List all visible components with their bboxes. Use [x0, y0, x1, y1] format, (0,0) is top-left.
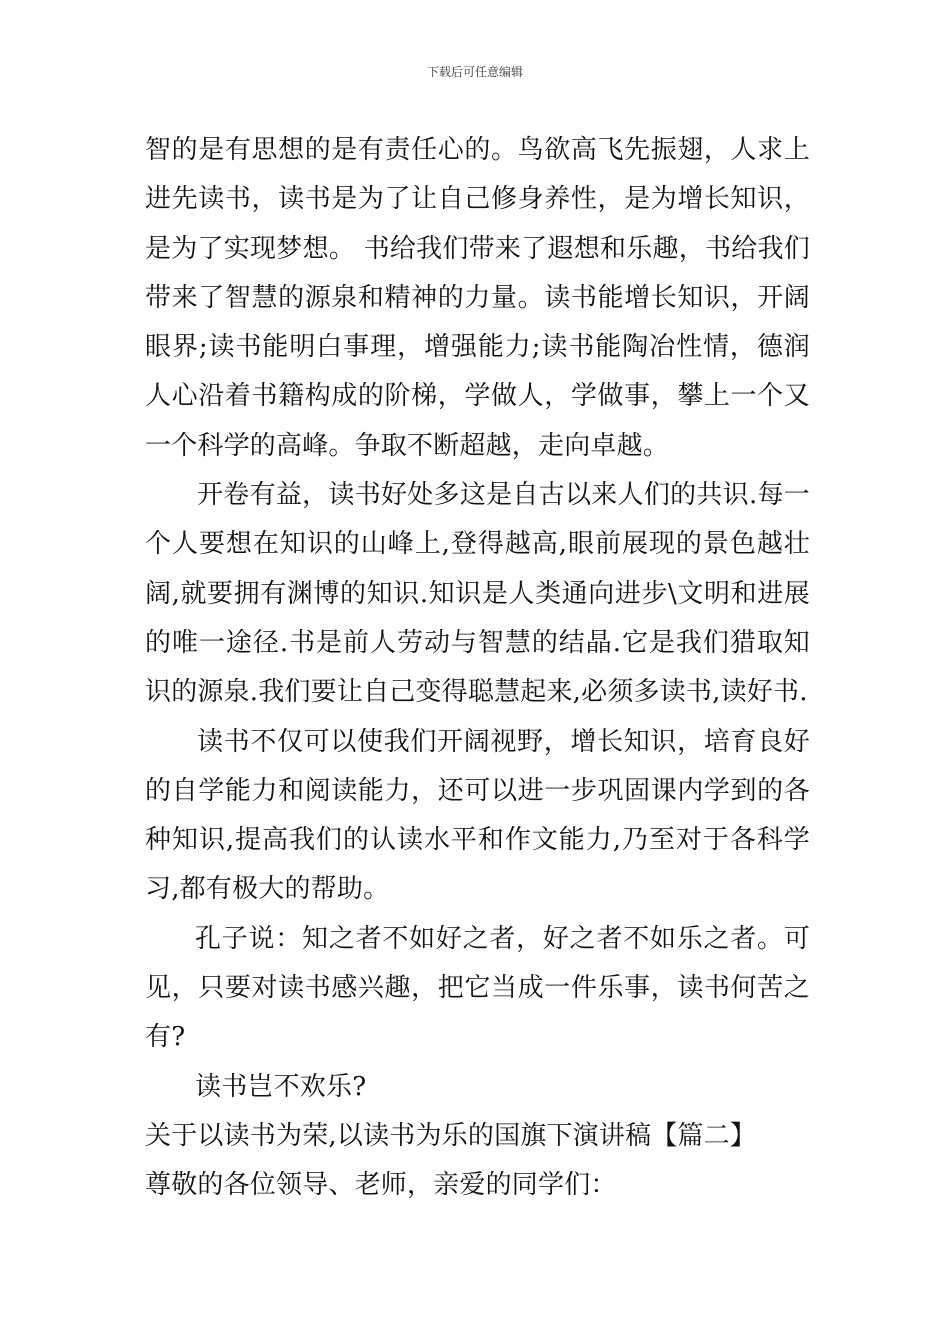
paragraph-1: 智的是有思想的是有责任心的。鸟欲高飞先振翅，人求上进先读书，读书是为了让自己修身养性，是为增长知识，是为了实现梦想。 书给我们带来了遐想和乐趣，书给我们带来了智慧的源泉和精神的力量。读书能增长知识，开阔眼界;读书能明白事理，增强能力;读书能陶冶性情，德润人心沿着书籍构成的阶梯，学做人，学做事，攀上一个又一个科学的高峰。争取不断超越，走向卓越。 — [145, 135, 810, 461]
page-header-note: 下载后可任意编辑 — [426, 65, 523, 79]
section-heading: 关于以读书为荣,以读书为乐的国旗下演讲稿【篇二】 — [145, 1120, 757, 1151]
paragraph-4: 孔子说：知之者不如好之者，好之者不如乐之者。可见，只要对读书感兴趣，把它当成一件乐事，读书何苦之有? — [145, 923, 810, 1053]
document-body — [145, 126, 810, 1211]
paragraph-5: 读书岂不欢乐? — [195, 1071, 367, 1102]
paragraph-3: 读书不仅可以使我们开阔视野，增长知识，培育良好的自学能力和阅读能力，还可以进一步巩固课内学到的各种知识,提高我们的认读水平和作文能力,乃至对于各科学习,都有极大的帮助。 — [145, 726, 810, 905]
paragraph-2: 开卷有益，读书好处多这是自古以来人们的共识.每一个人要想在知识的山峰上,登得越高,眼前展现的景色越壮阔,就要拥有渊博的知识.知识是人类通向进步\文明和进展的唯一途径.书是前人劳动与智慧的结晶.它是我们猎取知识的源泉.我们要让自己变得聪慧起来,必须多读书,读好书. — [145, 480, 810, 708]
salutation: 尊敬的各位领导、老师，亲爱的同学们： — [145, 1170, 617, 1201]
